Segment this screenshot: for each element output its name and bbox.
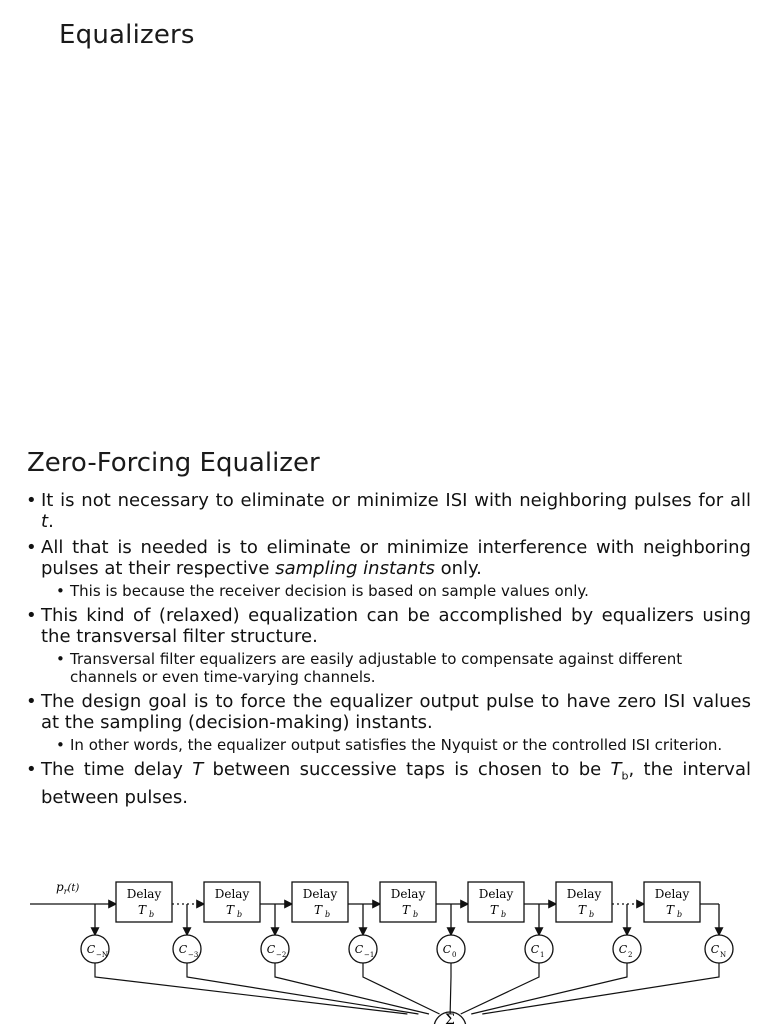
delay-sub-b: b	[325, 910, 331, 919]
sum-label: Σ	[445, 1012, 455, 1024]
tap-to-sum-line	[275, 963, 429, 1014]
delay-sub-b: b	[589, 910, 595, 919]
delay-label: Delay	[302, 887, 338, 901]
input-label: $p_r^{(t)}$	[56, 880, 80, 896]
delay-label: Delay	[654, 887, 690, 901]
tap-to-sum-line	[471, 963, 627, 1014]
delay-sub-b: b	[237, 910, 243, 919]
slide-zero-forcing	[0, 430, 768, 1024]
tap-sub-label: 1	[540, 951, 545, 959]
tap-label: C	[178, 943, 188, 956]
sub-bullet-item: • Transversal filter equalizers are easily adjustable to compensate against different channels or even time-varying channels.	[26, 650, 751, 686]
tap-label: C	[354, 943, 364, 956]
bullet-item: • The design goal is to force the equalizer output pulse to have zero ISI values at the sampling (decision-making) instants.	[26, 691, 751, 733]
tap-to-sum-line	[461, 963, 539, 1014]
tap-sub-label: −2	[276, 951, 287, 959]
delay-sub-b: b	[501, 910, 507, 919]
tap-sub-label: N	[720, 951, 727, 959]
bullet-item: • This kind of (relaxed) equalization can be accomplished by equalizers using the transversal filter structure.	[26, 605, 751, 647]
delay-sub-b: b	[677, 910, 683, 919]
delay-sub-label: T	[401, 903, 411, 917]
tap-sub-label: 2	[628, 951, 633, 959]
bullet-item: • All that is needed is to eliminate or minimize interference with neighboring pulses at their respective sampling instants only.	[26, 537, 751, 579]
delay-sub-label: T	[577, 903, 587, 917]
tap-label: C	[86, 943, 96, 956]
delay-label: Delay	[478, 887, 514, 901]
delay-label: Delay	[566, 887, 602, 901]
delay-sub-label: T	[137, 903, 147, 917]
tap-to-sum-line	[482, 963, 719, 1014]
tap-sub-label: −N	[96, 951, 108, 959]
slide-title: Zero-Forcing Equalizer	[27, 448, 320, 478]
delay-sub-label: T	[225, 903, 235, 917]
slide-equalizers	[0, 0, 768, 430]
delay-sub-label: T	[313, 903, 323, 917]
delay-sub-label: T	[489, 903, 499, 917]
tap-sub-label: −3	[188, 951, 199, 959]
bullet-item: • The time delay T between successive taps is chosen to be $T_b$, the interval between pulses.	[26, 759, 751, 808]
bullet-list	[26, 490, 751, 813]
tap-label: C	[442, 943, 452, 956]
tap-sub-label: −1	[364, 951, 375, 959]
tap-to-sum-line	[363, 963, 440, 1014]
sub-bullet-item: • This is because the receiver decision is based on sample values only.	[26, 582, 751, 600]
delay-label: Delay	[390, 887, 426, 901]
tap-to-sum-line	[450, 963, 451, 1014]
delay-label: Delay	[214, 887, 250, 901]
tap-label: C	[266, 943, 276, 956]
bullet-item: • It is not necessary to eliminate or minimize ISI with neighboring pulses for all t.	[26, 490, 751, 532]
sub-bullet-item: • In other words, the equalizer output satisfies the Nyquist or the controlled ISI criterion.	[26, 736, 751, 754]
delay-sub-b: b	[413, 910, 419, 919]
tap-label: C	[618, 943, 628, 956]
transversal-filter-diagram	[0, 865, 768, 1024]
tap-label: C	[710, 943, 720, 956]
tap-label: C	[530, 943, 540, 956]
tap-sub-label: 0	[452, 951, 457, 959]
tap-to-sum-line	[95, 963, 407, 1014]
delay-sub-b: b	[149, 910, 155, 919]
slide-title: Equalizers	[59, 20, 195, 50]
delay-sub-label: T	[665, 903, 675, 917]
tap-to-sum-line	[187, 963, 418, 1014]
delay-label: Delay	[126, 887, 162, 901]
